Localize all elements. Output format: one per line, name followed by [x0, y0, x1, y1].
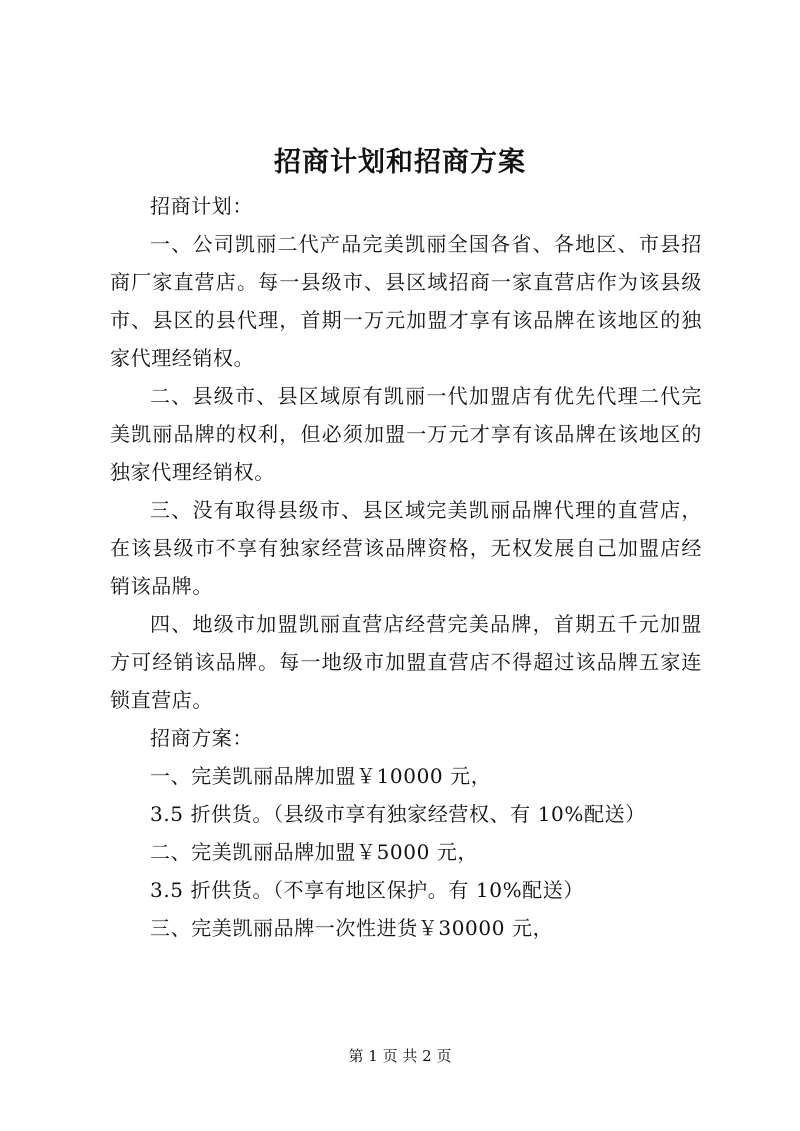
scheme-line-4: 3.5 折供货。（不享有地区保护。有 10%配送） — [150, 878, 584, 902]
plan-paragraph-2: 二、县级市、县区域原有凯丽一代加盟店有优先代理二代完美凯丽品牌的权利，但必须加盟一万元才享有该品牌在该地区的独家代理经销权。 — [110, 384, 702, 484]
scheme-line-5: 三、完美凯丽品牌一次性进货￥30000 元， — [150, 916, 554, 940]
plan-paragraph-3: 三、没有取得县级市、县区域完美凯丽品牌代理的直营店，在该县级市不享有独家经营该品牌资格，无权发展自己加盟店经销该品牌。 — [110, 498, 702, 598]
document-title: 招商计划和招商方案 — [274, 147, 526, 178]
plan-paragraph-1: 一、公司凯丽二代产品完美凯丽全国各省、各地区、市县招商厂家直营店。每一县级市、县区域招商一家直营店作为该县级市、县区的县代理，首期一万元加盟才享有该品牌在该地区的独家代理经销权。 — [110, 232, 702, 370]
scheme-heading: 招商方案： — [150, 726, 253, 750]
plan-heading: 招商计划： — [150, 194, 253, 218]
scheme-line-3: 二、完美凯丽品牌加盟￥5000 元， — [150, 840, 479, 864]
scheme-line-1: 一、完美凯丽品牌加盟￥10000 元， — [150, 764, 492, 788]
document-body — [110, 187, 702, 947]
plan-paragraph-4: 四、地级市加盟凯丽直营店经营完美品牌，首期五千元加盟方可经销该品牌。每一地级市加盟直营店不得超过该品牌五家连锁直营店。 — [110, 612, 702, 712]
scheme-line-2: 3.5 折供货。（县级市享有独家经营权、有 10%配送） — [150, 802, 646, 826]
page-footer: 第 1 页 共 2 页 — [348, 1047, 452, 1065]
